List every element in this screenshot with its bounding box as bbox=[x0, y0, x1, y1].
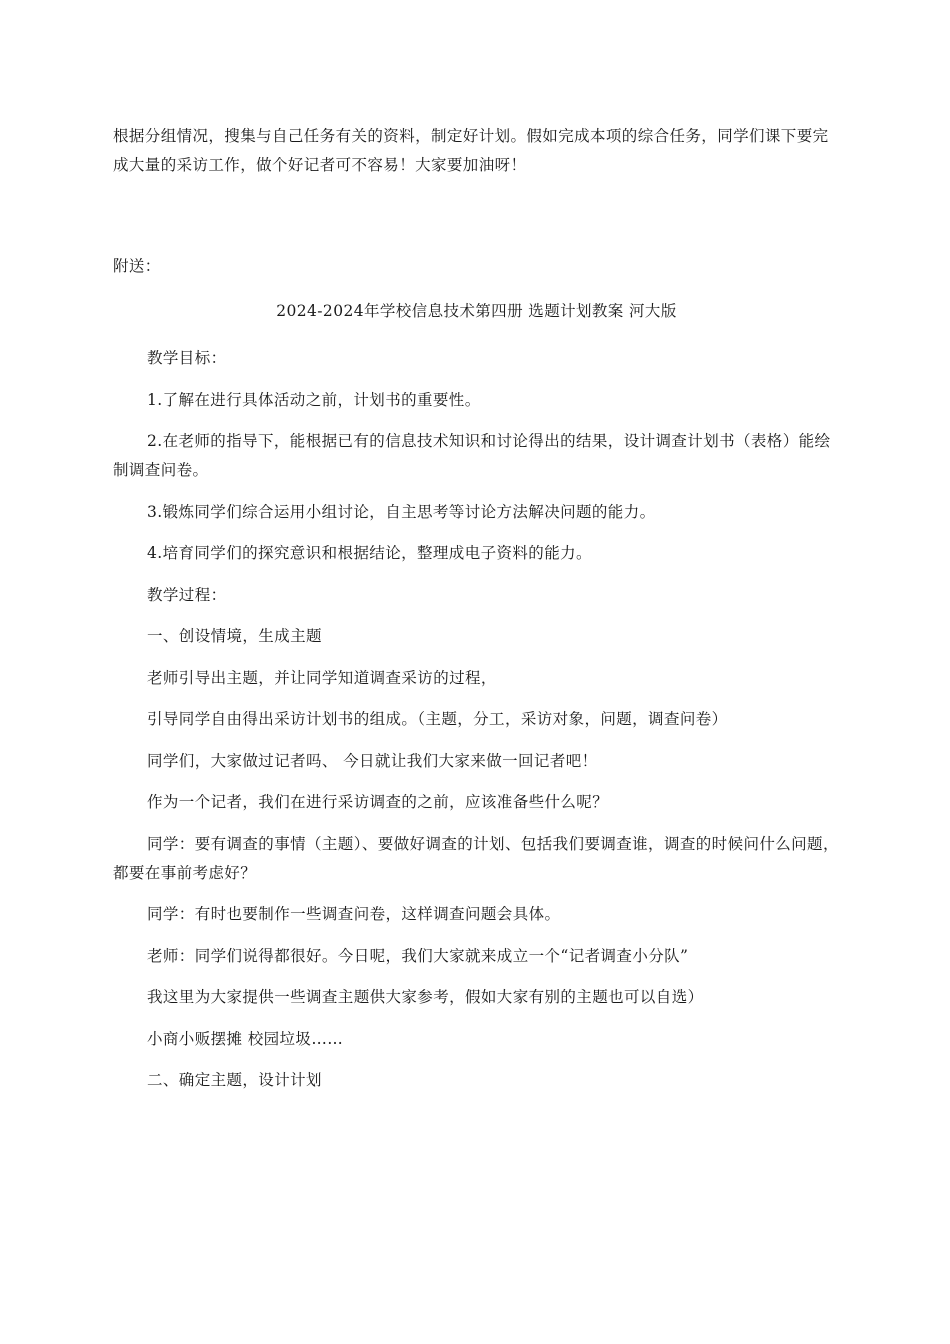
body-paragraph: 老师引导出主题，并让同学知道调查采访的过程， bbox=[147, 668, 497, 687]
appendix-label: 附送： bbox=[113, 257, 161, 275]
step-heading: 一、创设情境，生成主题 bbox=[147, 627, 322, 645]
body-paragraph: 我这里为大家提供一些调查主题供大家参考，假如大家有别的主题也可以自选） bbox=[147, 988, 704, 1006]
body-paragraph: 作为一个记者，我们在进行采访调查的之前，应该准备些什么呢？ bbox=[147, 793, 609, 811]
body-paragraph: 同学：要有调查的事情（主题）、要做好调查的计划、包括我们要调查谁，调查的时候问什么问题，都要在事前考虑好？ bbox=[113, 834, 839, 882]
document-title: 2024-2024年学校信息技术第四册 选题计划教案 河大版 bbox=[276, 302, 677, 320]
objective-item: 2.在老师的指导下，能根据已有的信息技术知识和讨论得出的结果，设计调查计划书（表格）能绘制调查问卷。 bbox=[113, 432, 831, 479]
section-heading-objectives: 教学目标： bbox=[147, 349, 227, 367]
step-heading: 二、确定主题，设计计划 bbox=[147, 1071, 322, 1089]
objective-item: 4.培育同学们的探究意识和根据结论，整理成电子资料的能力。 bbox=[147, 544, 592, 562]
body-paragraph: 引导同学自由得出采访计划书的组成。（主题，分工，采访对象，问题，调查问卷） bbox=[147, 710, 728, 728]
section-heading-process: 教学过程： bbox=[147, 585, 227, 604]
body-paragraph: 同学们，大家做过记者吗、 今日就让我们大家来做一回记者吧！ bbox=[147, 751, 598, 770]
intro-paragraph: 根据分组情况，搜集与自己任务有关的资料，制定好计划。假如完成本项的综合任务，同学们课下要完成大量的采访工作，做个好记者可不容易！大家要加油呀！ bbox=[113, 127, 829, 174]
body-paragraph: 小商小贩摆摊 校园垃圾…… bbox=[147, 1029, 344, 1048]
body-paragraph: 同学：有时也要制作一些调查问卷，这样调查问题会具体。 bbox=[147, 905, 561, 923]
body-paragraph: 老师：同学们说得都很好。今日呢，我们大家就来成立一个“记者调查小分队” bbox=[147, 946, 689, 965]
objective-item: 1.了解在进行具体活动之前，计划书的重要性。 bbox=[147, 390, 481, 409]
document-body bbox=[113, 344, 840, 1108]
objective-item: 3.锻炼同学们综合运用小组讨论，自主思考等讨论方法解决问题的能力。 bbox=[147, 502, 656, 521]
